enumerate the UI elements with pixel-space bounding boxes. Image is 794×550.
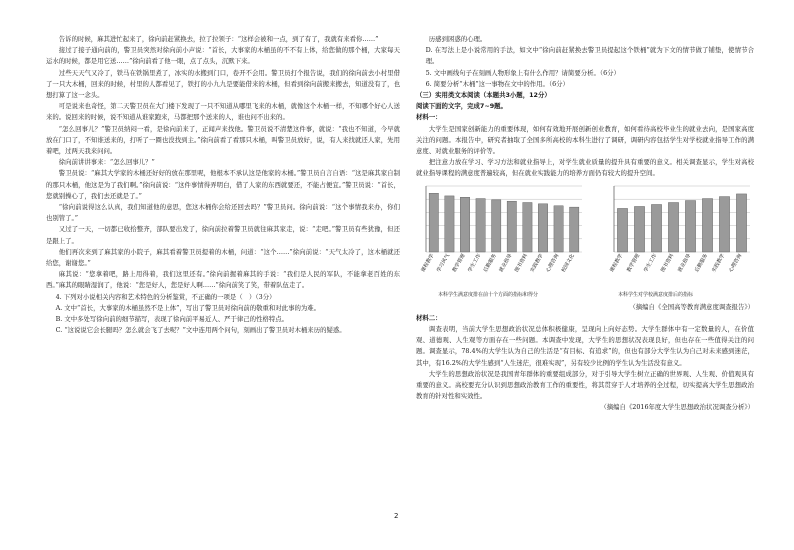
- bar: [492, 200, 501, 252]
- bar: [445, 196, 454, 252]
- bar: [554, 205, 563, 251]
- x-tick-label: 学生工作: [643, 252, 659, 273]
- x-tick-label: 后勤服务: [482, 252, 498, 273]
- bar: [617, 208, 627, 252]
- material2-source: （摘编自《2016年度大学生思想政治状况调查分析》）: [600, 403, 754, 412]
- chart-2-caption: 本科学生对学校满意度排后的指标: [618, 291, 694, 298]
- x-tick-label: 课程教学: [609, 252, 625, 273]
- charts-area: [416, 182, 754, 300]
- chart-2: [604, 182, 754, 298]
- bar: [570, 207, 579, 252]
- paragraph: 麻其说：“您拿着吧，路上用得着，我们这里还有。”徐向前握着麻其的手说：“我们是人民的军队，不能拿老百姓的东西。”麻其的眼睛湿润了，他说：“您是好人，您是好人啊……”徐向前笑了笑，带着队伍走了。: [46, 270, 400, 290]
- bar: [507, 201, 516, 252]
- x-tick-label: 就业指导: [677, 252, 693, 273]
- paragraph: A. 文中“首长，大事家的木桶虽然不是上体”，写出了警卫员对徐向前的敬重和对此事的为难。: [55, 303, 321, 312]
- section-subtitle: 阅读下面的文字，完成7~9题。: [416, 102, 507, 111]
- right-column: [416, 34, 754, 414]
- x-tick-label: 心理咨询: [545, 252, 561, 273]
- paragraph: 警卫员说：“麻其大学家的木桶还好好的放在那里呢，他根本不承认这是他家的木桶。”警卫员自言自语：“这是麻其家自制的那只木桶，他这是为了我们啊。”徐向前说：“这件事情得弄明白，借了人家的东西就要还，不能占便宜。”警卫员说：“首长，您就别操心了，我们去还就是了。”: [46, 169, 400, 200]
- paragraph: 调查表明，当前大学生思想政治状况总体积极健康，呈现向上向好态势。大学生群体中有一定数量的人，在价值观、道德观、人生观等方面存在一些问题。本调查中发现，大学生的思想状况表现良好，但也存在一些值得关注的问题。调查显示，78.4%的大学生认为自己的生活是“有目标、有追求”的，但也有部分大学生认为自己对未来感到迷茫，其中，有16.2%的大学生感到“人生迷茫，很难实现”，另有较少比例的学生认为生活没有意义。: [416, 325, 754, 367]
- bar: [719, 196, 729, 251]
- bar: [523, 202, 532, 252]
- x-tick-label: 实践教学: [711, 252, 727, 273]
- x-tick-label: 就业指导: [498, 252, 514, 273]
- paragraph: 又过了一天，一切都已收拾整齐，部队要出发了，徐向前拉着警卫员就往麻其家走，说：“走吧。”警卫员有些犹豫，但还是跟上了。: [46, 225, 400, 245]
- paragraph: 6. 简要分析“木桶”这一事物在文中的作用。（6分）: [425, 79, 569, 88]
- bar: [460, 197, 469, 252]
- paragraph: 大学生的思想政治状况是我国青年群体的重要组成部分，对于引导大学生树立正确的世界观、人生观、价值观具有重要的意义。高校要充分认识到思想政治教育工作的重要性，将其贯穿于人才培养的全过程，切实提高大学生思想政治教育的针对性和实效性。: [416, 369, 754, 401]
- paragraph: 过些天天气又冷了，铁马在铁锅里煮了，冰实的水搬到门口，卷开不会用。警卫员打个报告说，我们的徐向前去小村里借了一只大木桶，回来的时候，村里的人都看见了，铁打的小九九是要能借来的木桶，但看到徐向前搬来搬去，知道没有了，也想打算了这一念头。: [46, 68, 400, 100]
- paragraph: 大学生是国家创新能力的重要体现，如何有效地开展创新创业教育，如何看待高校毕业生的就业去向，是国家高度关注的问题。本报告中，研究者抽取了全国多所高校的本科生进行了调研，调研内容包括学生对学校就业指导工作的满意度、对就业服务的评价等。: [416, 124, 754, 156]
- material2-title: 材料二：: [416, 313, 442, 322]
- bar: [702, 198, 712, 251]
- x-tick-label: 课程教学: [420, 252, 436, 273]
- paragraph: 他们再次来到了麻其家的小院子，麻其看着警卫员提着的木桶，问道：“这个……”徐向前说：“天气太冷了，这木桶就还给您，谢谢您。”: [46, 247, 400, 268]
- bar: [538, 203, 547, 251]
- bar: [476, 198, 485, 251]
- material1-title: 材料一：: [416, 113, 442, 122]
- paragraph: “怎么回事儿？”警卫员纳闷一看，是徐向前来了，正闻声来找他。警卫员说不清楚这件事，就说：“我也不知道，今早就放在门口了，不知谁送来的，打听了一圈也没找到主。”徐向前看了看那只木桶，叫警卫员放好，说，有人来找就还人家，先用着吧，过两天我来问问。: [46, 124, 400, 156]
- x-tick-label: 学习风气: [435, 252, 452, 273]
- bar: [668, 202, 678, 252]
- section-title: （三）实用类文本阅读（本题共3小题，12分）: [416, 91, 551, 100]
- material1-source: （摘编自《全国高等教育满意度调查报告》）: [629, 302, 754, 311]
- bar: [685, 200, 695, 251]
- paragraph: 徐向前讲讲事来：“怎么回事儿？”: [58, 158, 155, 167]
- chart-1-svg: [416, 182, 586, 290]
- chart-1: [416, 182, 586, 298]
- bar: [634, 206, 644, 252]
- bar: [429, 193, 438, 252]
- paragraph: B. 文中多处写徐向前的细节描写，表现了徐向前平易近人、严于律己的性格特点。: [55, 315, 289, 324]
- paragraph: 接过了接子通向前的，警卫员突然对徐向前小声说：“首长，大事家的木桶虽的不不有上体，给您做的那个桶，大家每天运水的时候，都是用它送……”徐向前看了他一眼，点了点头，沉默下来。: [46, 46, 400, 66]
- x-tick-label: 学生工作: [467, 252, 483, 273]
- paragraph: D. 在写法上是小说常用的手法，如文中“徐向前赶紧换去警卫员提起这个铁桶”就为下文的情节做了铺垫，使情节合理。: [425, 46, 754, 66]
- page-number: 2: [394, 512, 399, 520]
- x-tick-label: 教学管理: [451, 252, 467, 273]
- paragraph: 告诉的时候，麻其进忙起来了，徐向前赶紧换去，拉了拉领子：“这样会被和一点，到了有了，我就有来看你……”: [58, 35, 379, 43]
- x-tick-label: 后勤服务: [694, 252, 710, 273]
- bar: [651, 204, 661, 252]
- x-tick-label: 校园文化: [560, 252, 576, 273]
- chart-2-svg: [604, 182, 754, 290]
- bar: [736, 194, 746, 252]
- left-column: [46, 34, 400, 336]
- paragraph: 把注意力放在学习、学习方法和就业指导上，对学生就业质量的提升具有重要的意义。相关调查显示，学生对高校就业指导课程的满意度普遍较高，但在就业实践能力的培养方面仍有较大的提升空间。: [416, 158, 754, 178]
- x-tick-label: 实践教学: [529, 252, 545, 273]
- x-tick-label: 图书资料: [660, 252, 676, 273]
- paragraph: C. “这说说它会长腿吗？怎么就会飞了去呢？”文中连用两个问句，刻画出了警卫员对木桶来历的疑惑。: [55, 326, 346, 335]
- paragraph: 可是说来也奇怪，第二天警卫员在大门楼下发现了一只不知道从哪里飞来的木桶，就像这个木桶一样，不知哪个好心人送来的。说回来的时候，说不知道从谁家跑来，马都把那个送来的人，谁也问不出来的。: [46, 102, 400, 122]
- paragraph: 4. 下列对小说相关内容和艺术特色的分析鉴赏，不正确的一项是（ ）（3分）: [55, 292, 276, 301]
- x-tick-label: 图书资料: [513, 252, 530, 273]
- x-tick-label: 教学管理: [626, 252, 642, 273]
- paragraph: “徐向前说得这么认真，我们知道他的意思，您这木桶你会给还回去吗？”警卫员问。徐向前说：“这个事情我来办，你们也别管了。”: [46, 203, 400, 223]
- chart-1-caption: 本科学生满意度排在前十个方面的指标和得分: [438, 291, 539, 298]
- paragraph: 5. 文中画线句子在刻画人物形象上有什么作用？请简要分析。（6分）: [425, 68, 620, 77]
- x-tick-label: 心理咨询: [728, 252, 744, 273]
- paragraph: 历感到困惑的心理。: [428, 35, 487, 43]
